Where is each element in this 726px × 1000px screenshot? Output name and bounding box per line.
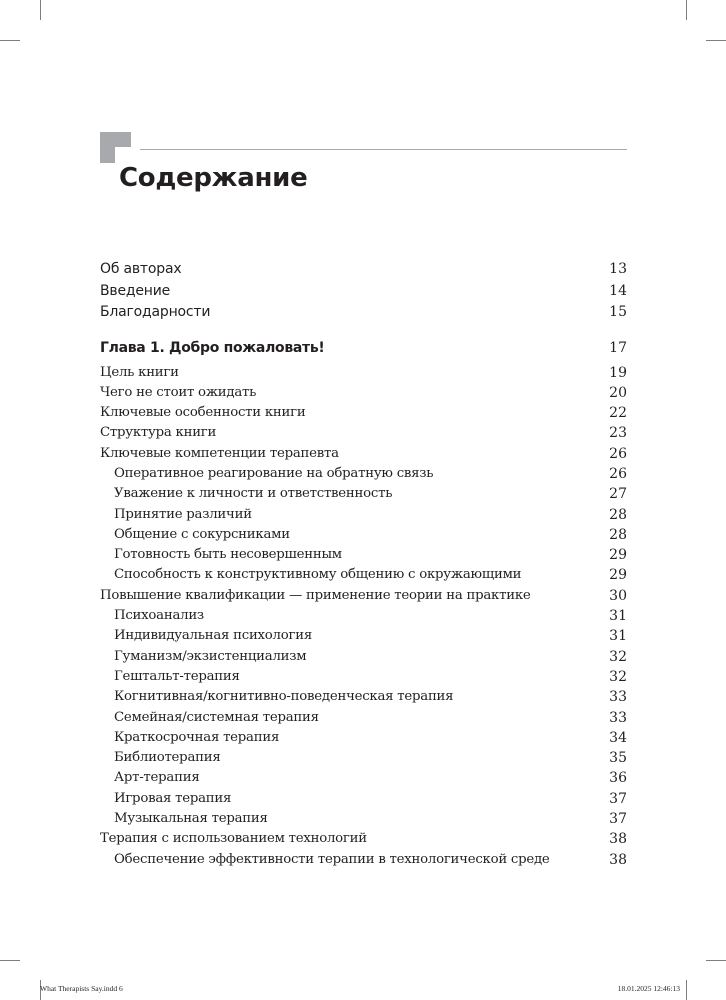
toc-entry-title: Готовность быть несовершенным <box>114 547 342 563</box>
toc-entry-title: Принятие различий <box>114 506 252 522</box>
toc-subsection-entry[interactable] <box>100 708 627 728</box>
toc-entry-title: Игровая терапия <box>114 790 232 806</box>
toc-entry-title: Цель книги <box>100 364 179 380</box>
heading-rule <box>140 149 627 150</box>
toc-entry-title: Общение с сокурсниками <box>114 526 290 542</box>
toc-entry-title: Гуманизм/экзистенциализм <box>114 648 307 664</box>
slug-timestamp: 18.01.2025 12:46:13 <box>617 984 680 993</box>
toc-page-number: 28 <box>609 526 627 543</box>
toc-subsection-entry[interactable] <box>100 850 627 870</box>
toc-front-matter-entry[interactable] <box>100 259 627 281</box>
toc-section-entry[interactable] <box>100 444 627 464</box>
toc-entry-title: Гештальт-терапия <box>114 668 240 684</box>
toc-subsection-entry[interactable] <box>100 647 627 667</box>
toc-section-entry[interactable] <box>100 363 627 383</box>
toc-section-entry[interactable] <box>100 403 627 423</box>
toc-subsection-entry[interactable] <box>100 748 627 768</box>
toc-page-number: 36 <box>609 770 627 787</box>
toc-entry-title: Арт-терапия <box>114 770 200 786</box>
crop-mark-left-top <box>0 40 20 41</box>
toc-page-number: 35 <box>609 750 627 767</box>
toc-page-number: 38 <box>609 851 627 868</box>
toc-entry-title: Благодарности <box>100 304 211 320</box>
toc-front-matter-entry[interactable] <box>100 281 627 303</box>
toc-section-entry[interactable] <box>100 383 627 403</box>
toc-page-number: 23 <box>609 425 627 442</box>
toc-page-number: 27 <box>609 486 627 503</box>
toc-entry-title: Оперативное реагирование на обратную связь <box>114 465 434 481</box>
toc-entry-title: Ключевые компетенции терапевта <box>100 445 339 461</box>
heading-block <box>100 132 627 202</box>
toc-entry-title: Структура книги <box>100 425 217 441</box>
page-title: Содержание <box>119 163 308 193</box>
crop-mark-right-top <box>706 40 726 41</box>
toc-entry-title: Повышение квалификации — применение теории на практике <box>100 587 531 603</box>
toc-entry-title: Психоанализ <box>114 608 204 624</box>
toc-entry-title: Краткосрочная терапия <box>114 729 280 745</box>
toc-subsection-entry[interactable] <box>100 809 627 829</box>
toc-subsection-entry[interactable] <box>100 505 627 525</box>
toc-entry-title: Ключевые особенности книги <box>100 405 306 421</box>
toc-page-number: 34 <box>609 729 627 746</box>
toc-page-number: 37 <box>609 811 627 828</box>
toc-page-number: 30 <box>609 587 627 604</box>
toc-page-number: 31 <box>609 608 627 625</box>
toc-section-entry[interactable] <box>100 586 627 606</box>
toc-page-number: 33 <box>609 689 627 706</box>
toc-entry-title: Глава 1. Добро пожаловать! <box>100 339 325 356</box>
toc-page-number: 29 <box>609 567 627 584</box>
toc-subsection-entry[interactable] <box>100 606 627 626</box>
toc-page-number: 14 <box>609 282 627 299</box>
crop-mark-right-bottom <box>706 960 726 961</box>
toc-entry-title: Обеспечение эффективности терапии в технологической среде <box>114 851 550 867</box>
toc-entry-title: Об авторах <box>100 261 182 277</box>
toc-page-number: 19 <box>609 364 627 381</box>
toc-page-number: 26 <box>609 445 627 462</box>
toc-entry-title: Библиотерапия <box>114 750 221 766</box>
toc-page-number: 37 <box>609 790 627 807</box>
crop-mark-top-right <box>686 0 687 20</box>
toc-page-number: 13 <box>609 261 627 277</box>
slug-file-name: What Therapists Say.indd 6 <box>40 984 123 993</box>
toc-page-number: 22 <box>609 405 627 422</box>
toc-entry-title: Музыкальная терапия <box>114 811 268 827</box>
toc-entry-title: Когнитивная/когнитивно-поведенческая терапия <box>114 689 454 705</box>
toc-page-number: 33 <box>609 709 627 726</box>
toc-subsection-entry[interactable] <box>100 525 627 545</box>
toc-page-number: 29 <box>609 547 627 564</box>
toc-entry-title: Терапия с использованием технологий <box>100 831 367 847</box>
toc-entry-title: Чего не стоит ожидать <box>100 384 257 400</box>
toc-page-number: 32 <box>609 668 627 685</box>
toc-subsection-entry[interactable] <box>100 484 627 504</box>
toc-section-entry[interactable] <box>100 423 627 443</box>
toc-page-number: 31 <box>609 628 627 645</box>
table-of-contents <box>100 259 627 870</box>
toc-front-matter-entry[interactable] <box>100 302 627 324</box>
crop-mark-bottom-right <box>686 980 687 1000</box>
toc-page-number: 20 <box>609 384 627 401</box>
toc-subsection-entry[interactable] <box>100 768 627 788</box>
toc-subsection-entry[interactable] <box>100 545 627 565</box>
toc-entry-title: Введение <box>100 282 171 299</box>
crop-mark-left-bottom <box>0 960 20 961</box>
toc-entry-title: Способность к конструктивному общению с окружающими <box>114 567 522 583</box>
toc-page-number: 17 <box>609 339 627 356</box>
toc-chapter-entry[interactable] <box>100 337 627 359</box>
crop-mark-top-left <box>40 0 41 20</box>
toc-page-number: 26 <box>609 465 627 482</box>
toc-entry-title: Семейная/системная терапия <box>114 709 319 725</box>
toc-subsection-entry[interactable] <box>100 565 627 585</box>
toc-subsection-entry[interactable] <box>100 687 627 707</box>
toc-page-number: 38 <box>609 831 627 848</box>
toc-subsection-entry[interactable] <box>100 728 627 748</box>
toc-subsection-entry[interactable] <box>100 464 627 484</box>
toc-page-number: 32 <box>609 648 627 665</box>
toc-subsection-entry[interactable] <box>100 667 627 687</box>
heading-corner-marker <box>100 132 131 163</box>
toc-entry-title: Уважение к личности и ответственность <box>114 486 393 502</box>
toc-page-number: 15 <box>609 304 627 320</box>
toc-section-entry[interactable] <box>100 829 627 849</box>
toc-page-number: 28 <box>609 506 627 523</box>
toc-subsection-entry[interactable] <box>100 626 627 646</box>
toc-subsection-entry[interactable] <box>100 789 627 809</box>
toc-entry-title: Индивидуальная психология <box>114 628 312 644</box>
